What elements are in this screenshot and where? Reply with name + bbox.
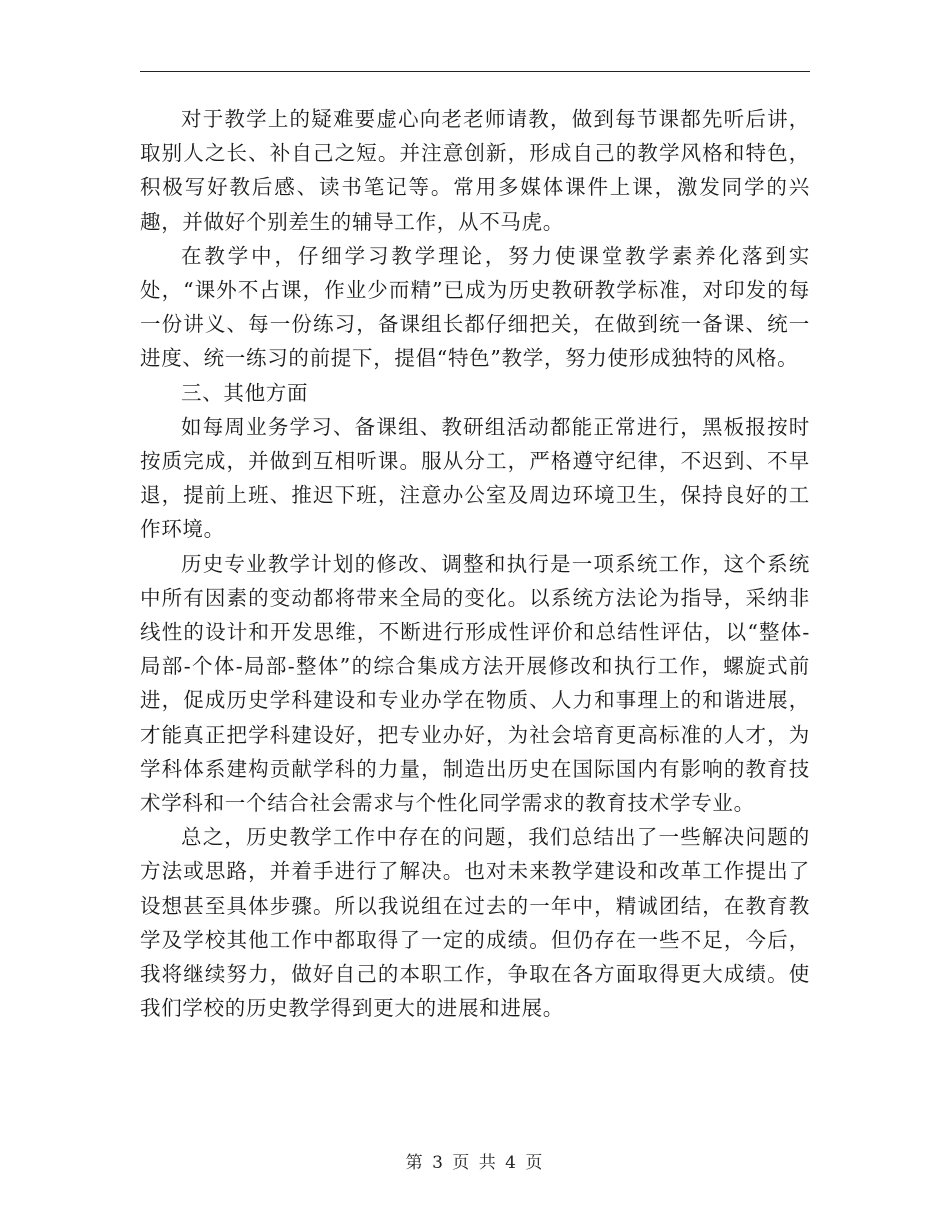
header-rule [140,71,810,72]
page-number-footer: 第 3 页 共 4 页 [405,1153,545,1173]
paragraph-conclusion: 总之，历史教学工作中存在的问题，我们总结出了一些解决问题的方法或思路，并着手进行了解决。也对未来教学建设和改革工作提出了设想甚至具体步骤。所以我说组在过去的一年中，精诚团结，在教育教学及学校其他工作中都取得了一定的成绩。但仍存在一些不足，今后，我将继续努力，做好自己的本职工作，争取在各方面取得更大成绩。使我们学校的历史教学得到更大的进展和进展。 [140,825,810,1021]
paragraph-teaching-consultation: 对于教学上的疑难要虚心向老老师请教，做到每节课都先听后讲，取别人之长、补自己之短。并注意创新，形成自己的教学风格和特色，积极写好教后感、读书笔记等。常用多媒体课件上课，激发同学的兴趣，并做好个别差生的辅导工作，从不马虎。 [140,107,810,234]
document-body [140,102,810,1025]
paragraph-curriculum-plan: 历史专业教学计划的修改、调整和执行是一项系统工作，这个系统中所有因素的变动都将带来全局的变化。以系统方法论为指导，采纳非线性的设计和开发思维，不断进行形成性评价和总结性评估，以“整体-局部-个体-局部-整体”的综合集成方法开展修改和执行工作，螺旋式前进，促成历史学科建设和专业办学在物质、人力和事理上的和谐进展，才能真正把学科建设好，把专业办好，为社会培育更高标准的人才，为学科体系建构贡献学科的力量，制造出历史在国际国内有影响的教育技术学科和一个结合社会需求与个性化同学需求的教育技术学专业。 [140,551,810,816]
section-heading-other-aspects: 三、其他方面 [181,380,309,405]
paragraph-weekly-activities: 如每周业务学习、备课组、教研组活动都能正常进行，黑板报按时按质完成，并做到互相听课。服从分工，严格遵守纪律，不迟到、不早退，提前上班、推迟下班，注意办公室及周边环境卫生，保持良好的工作环境。 [140,414,810,542]
paragraph-teaching-theory: 在教学中，仔细学习教学理论，努力使课堂教学素养化落到实处，“课外不占课，作业少而精”已成为历史教研教学标准，对印发的每一份讲义、每一份练习，备课组长都仔细把关，在做到统一备课、统一进度、统一练习的前提下，提倡“特色”教学，努力使形成独特的风格。 [140,243,810,371]
